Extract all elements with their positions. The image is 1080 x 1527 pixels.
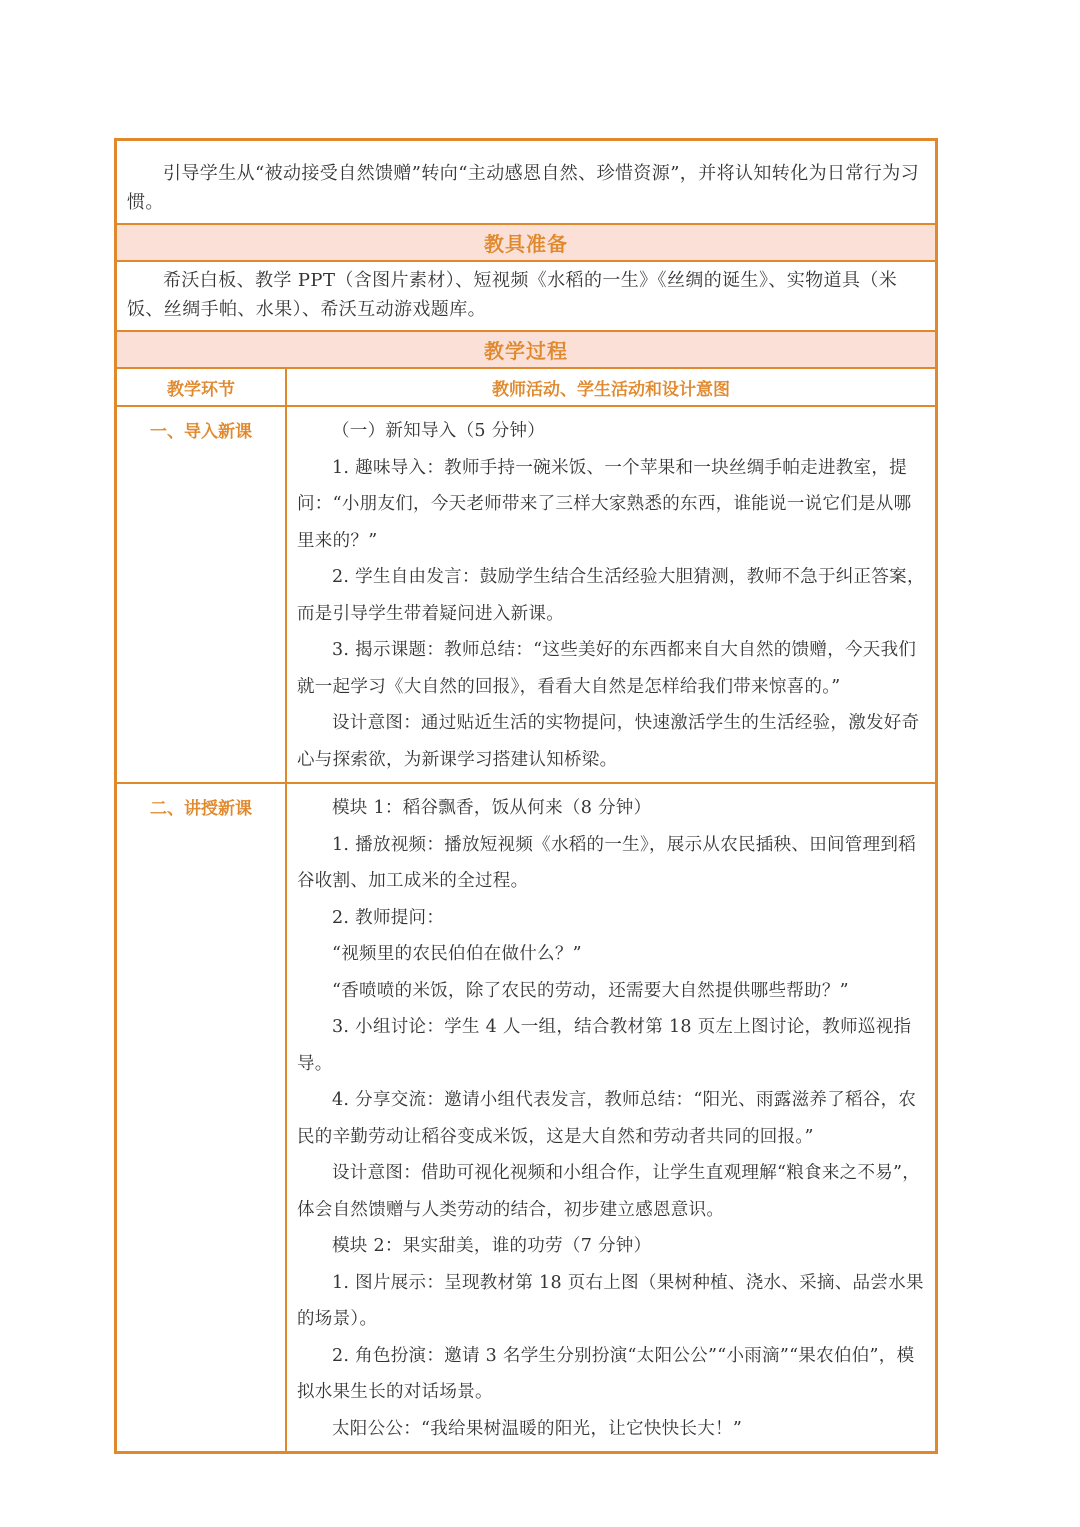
paragraph: 2. 教师提问：: [332, 907, 445, 928]
stage-cell: [117, 407, 287, 782]
paragraph: 2. 角色扮演：邀请 3 名学生分别扮演“太阳公公”“小雨滴”“果农伯伯”，模拟水果生长的对话场景。: [297, 1345, 915, 1402]
intro-text: 引导学生从“被动接受自然馈赠”转向“主动感恩自然、珍惜资源”，并将认知转化为日常行为习惯。: [127, 163, 920, 213]
tools-text: 希沃白板、教学 PPT（含图片素材）、短视频《水稻的一生》《丝绸的诞生》、实物道具（米饭、丝绸手帕、水果）、希沃互动游戏题库。: [127, 270, 898, 320]
paragraph: 1. 图片展示：呈现教材第 18 页右上图（果树种植、浇水、采摘、品尝水果的场景）。: [297, 1272, 924, 1329]
stage-label: 二、讲授新课: [150, 799, 252, 819]
intro-row: [117, 141, 935, 225]
paragraph: 3. 小组讨论：学生 4 人一组，结合教材第 18 页左上图讨论，教师巡视指导。: [297, 1017, 912, 1074]
stage-label: 一、导入新课: [150, 422, 252, 442]
paragraph: “视频里的农民伯伯在做什么？”: [332, 944, 582, 964]
activity-column-header: 教师活动、学生活动和设计意图: [492, 379, 730, 400]
process-section-header: 教学过程: [117, 332, 935, 369]
paragraph: 模块 1：稻谷飘香，饭从何来（8 分钟）: [332, 798, 652, 818]
paragraph: 3. 揭示课题：教师总结：“这些美好的东西都来自大自然的馈赠，今天我们就一起学习《大自然的回报》，看看大自然是怎样给我们带来惊喜的。”: [297, 640, 917, 697]
paragraph: 太阳公公：“我给果树温暖的阳光，让它快快长大！”: [332, 1418, 743, 1439]
stage-row-intro: [117, 407, 935, 784]
tools-section-header: 教具准备: [117, 225, 935, 262]
paragraph: 1. 播放视频：播放短视频《水稻的一生》，展示从农民插秧、田间管理到稻谷收割、加工成米的全过程。: [297, 834, 917, 891]
paragraph: 1. 趣味导入：教师手持一碗米饭、一个苹果和一块丝绸手帕走进教室，提问：“小朋友们，今天老师带来了三样大家熟悉的东西，谁能说一说它们是从哪里来的？”: [297, 457, 912, 551]
tools-row: [117, 262, 935, 332]
paragraph: 设计意图：借助可视化视频和小组合作，让学生直观理解“粮食来之不易”，体会自然馈赠与人类劳动的结合，初步建立感恩意识。: [297, 1163, 921, 1220]
stage-column-header: 教学环节: [117, 369, 287, 405]
paragraph: “香喷喷的米饭，除了农民的劳动，还需要大自然提供哪些帮助？”: [332, 980, 849, 1001]
stage-cell: [117, 784, 287, 1451]
paragraph: （一）新知导入（5 分钟）: [332, 421, 546, 441]
stage-row-new-lesson: [117, 784, 935, 1451]
stage-content: [287, 407, 935, 782]
paragraph: 4. 分享交流：邀请小组代表发言，教师总结：“阳光、雨露滋养了稻谷，农民的辛勤劳动让稻谷变成米饭，这是大自然和劳动者共同的回报。”: [297, 1090, 917, 1147]
process-column-headers: [117, 369, 935, 407]
paragraph: 2. 学生自由发言：鼓励学生结合生活经验大胆猜测，教师不急于纠正答案，而是引导学生带着疑问进入新课。: [297, 567, 925, 624]
lesson-plan-table: [114, 138, 938, 1454]
stage-content: [287, 784, 935, 1451]
paragraph: 模块 2：果实甜美，谁的功劳（7 分钟）: [332, 1236, 652, 1256]
paragraph: 设计意图：通过贴近生活的实物提问，快速激活学生的生活经验，激发好奇心与探索欲，为新课学习搭建认知桥梁。: [297, 713, 920, 770]
